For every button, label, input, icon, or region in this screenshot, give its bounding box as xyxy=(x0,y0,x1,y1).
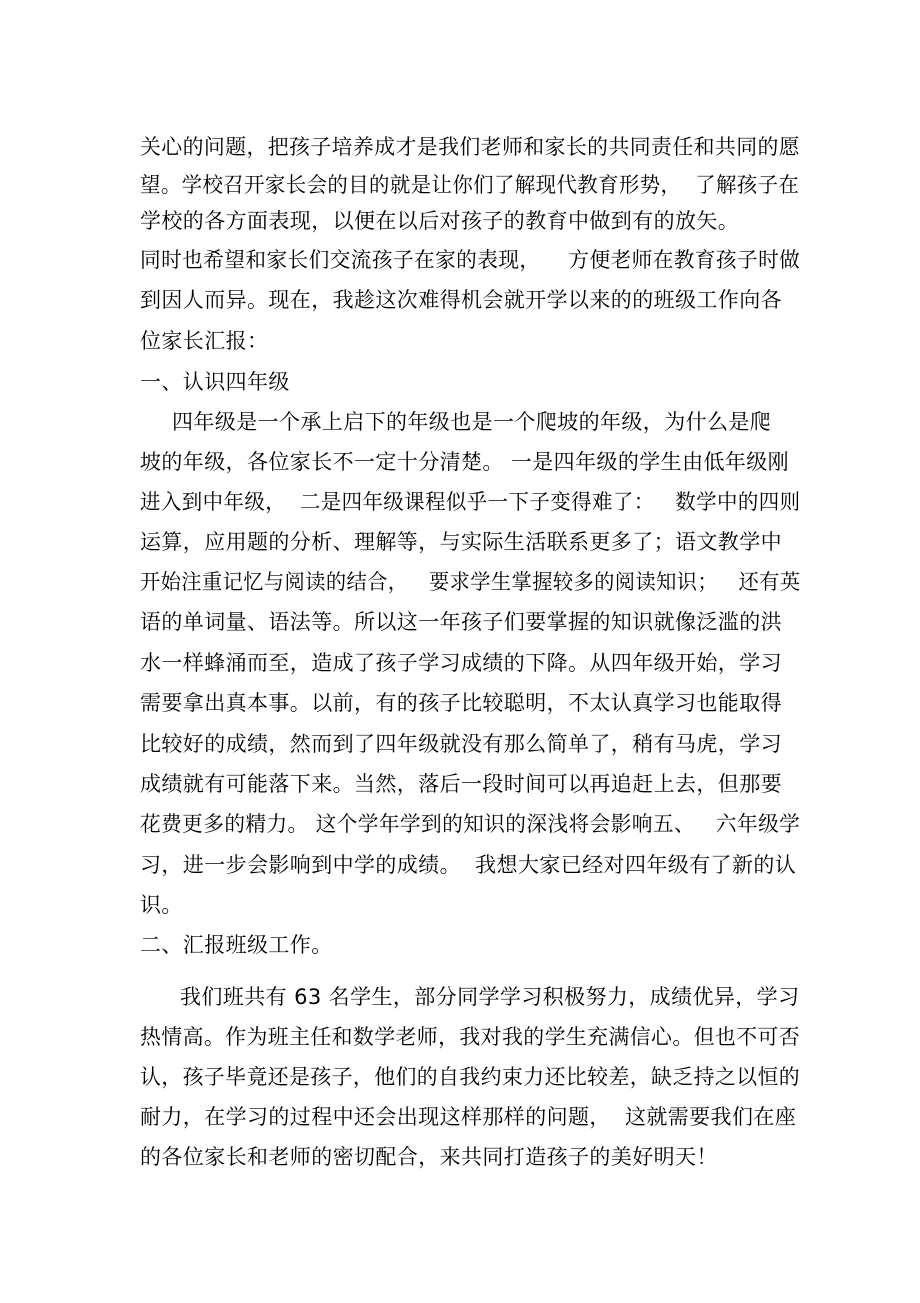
paragraph-line: 习，进一步会影响到中学的成绩。 我想大家已经对四年级有了新的认 xyxy=(140,853,797,877)
paragraph-line: 同时也希望和家长们交流孩子在家的表现， 方便老师在教育孩子时做 xyxy=(140,248,801,272)
paragraph-line: 学校的各方面表现，以便在以后对孩子的教育中做到有的放矢。 xyxy=(140,209,740,233)
paragraph-line: 热情高。作为班主任和数学老师，我对我的学生充满信心。但也不可否 xyxy=(140,1025,801,1049)
paragraph-line: 到因人而异。现在，我趁这次难得机会就开学以来的的班级工作向各 xyxy=(140,288,782,312)
paragraph-line: 我们班共有 63 名学生，部分同学学习积极努力，成绩优异，学习 xyxy=(180,985,800,1009)
paragraph-line: 需要拿出真本事。以前，有的孩子比较聪明，不太认真学习也能取得 xyxy=(140,691,782,715)
paragraph-line: 开始注重记忆与阅读的结合， 要求学生掌握较多的阅读知识； 还有英 xyxy=(140,570,801,594)
paragraph-line: 望。学校召开家长会的目的就是让你们了解现代教育形势， 了解孩子在 xyxy=(140,173,800,197)
section-heading: 一、认识四年级 xyxy=(140,370,290,394)
paragraph-line: 关心的问题，把孩子培养成才是我们老师和家长的共同责任和共同的愿 xyxy=(140,135,801,159)
section-heading: 二、汇报班级工作。 xyxy=(140,933,333,957)
paragraph-line: 花费更多的精力。 这个学年学到的知识的深浅将会影响五、 六年级学 xyxy=(140,812,801,836)
paragraph-line: 位家长汇报： xyxy=(140,329,269,353)
paragraph-line: 的各位家长和老师的密切配合，来共同打造孩子的美好明天！ xyxy=(140,1145,718,1169)
paragraph-line: 语的单词量、语法等。所以这一年孩子们要掌握的知识就像泛滥的洪 xyxy=(140,610,782,634)
paragraph-line: 比较好的成绩，然而到了四年级就没有那么简单了，稍有马虎，学习 xyxy=(140,732,782,756)
paragraph-line: 识。 xyxy=(140,893,183,917)
paragraph-line: 耐力，在学习的过程中还会出现这样那样的问题， 这就需要我们在座 xyxy=(140,1105,797,1129)
paragraph-line: 坡的年级，各位家长不一定十分清楚。 一是四年级的学生由低年级刚 xyxy=(140,450,790,474)
paragraph-line: 成绩就有可能落下来。当然，落后一段时间可以再追赶上去，但那要 xyxy=(140,772,782,796)
paragraph-line: 进入到中年级， 二是四年级课程似乎一下子变得难了： 数学中的四则 xyxy=(140,490,801,514)
paragraph-line: 认，孩子毕竟还是孩子，他们的自我约束力还比较差，缺乏持之以恒的 xyxy=(140,1065,801,1089)
paragraph-line: 运算，应用题的分析、理解等，与实际生活联系更多了；语文教学中 xyxy=(140,530,782,554)
paragraph-line: 四年级是一个承上启下的年级也是一个爬坡的年级，为什么是爬 xyxy=(172,410,772,434)
paragraph-line: 水一样蜂涌而至，造成了孩子学习成绩的下降。从四年级开始，学习 xyxy=(140,651,782,675)
